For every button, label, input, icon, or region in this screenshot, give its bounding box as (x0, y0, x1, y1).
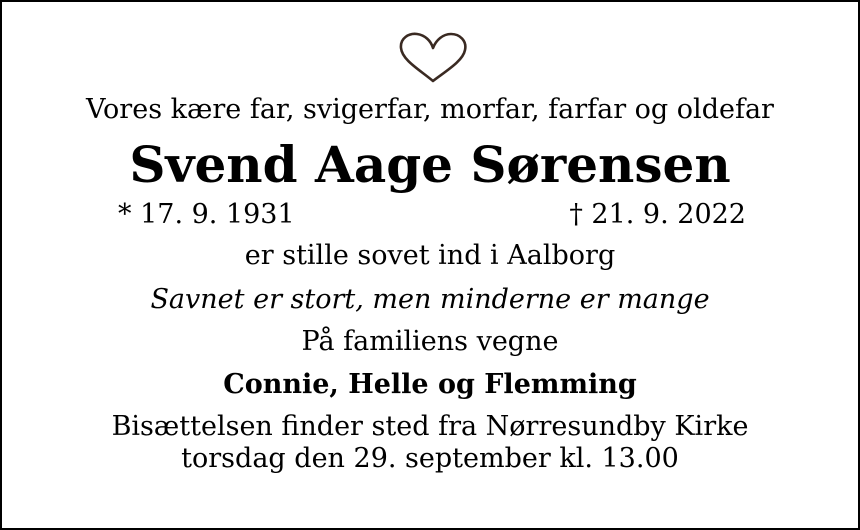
passing-text: er stille sovet ind i Aalborg (244, 240, 616, 271)
intro-text: Vores kære far, svigerfar, morfar, farfar og oldefar (86, 94, 774, 125)
memorial-quote: Savnet er stort, men minderne er mange (150, 284, 710, 315)
deceased-name: Svend Aage Sørensen (129, 135, 731, 194)
funeral-datetime: torsdag den 29. september kl. 13.00 (181, 443, 679, 474)
family-names: Connie, Helle og Flemming (223, 369, 637, 400)
funeral-location: Bisættelsen finder sted fra Nørresundby Kirke (111, 411, 749, 442)
heart-icon (398, 32, 468, 84)
death-date: † 21. 9. 2022 (569, 199, 746, 230)
birth-date: * 17. 9. 1931 (118, 199, 295, 230)
on-behalf-text: På familiens vegne (301, 326, 559, 357)
